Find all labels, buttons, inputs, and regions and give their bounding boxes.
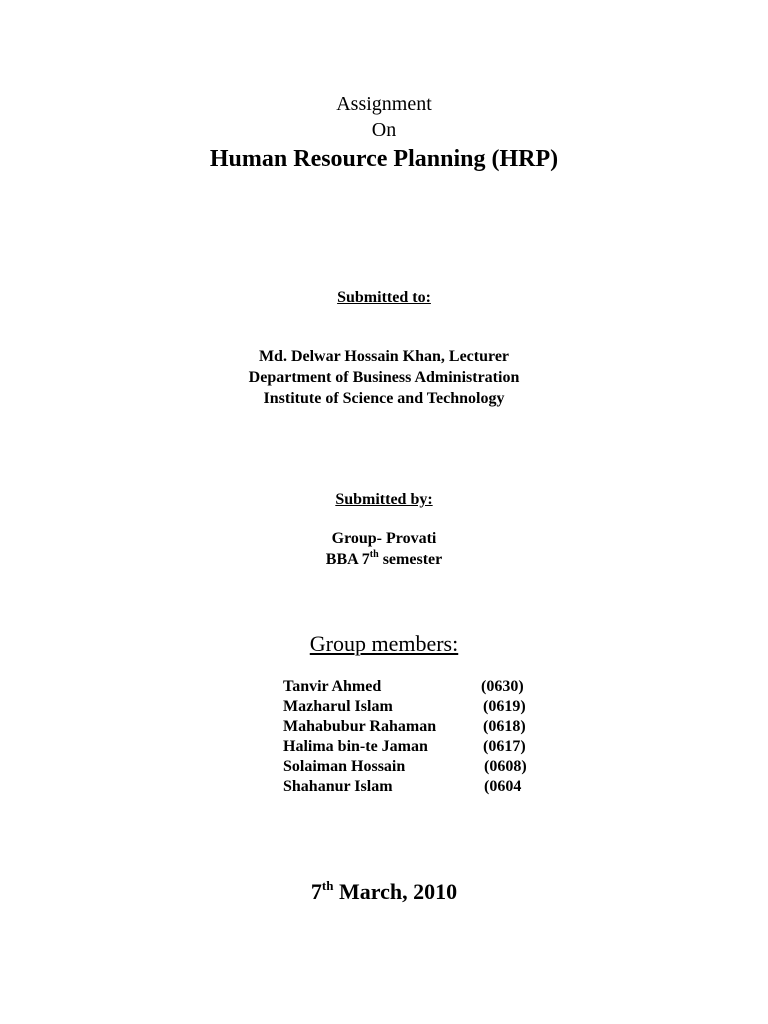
member-row [283,717,563,737]
semester-superscript: th [369,548,379,560]
member-id: (0630) [481,678,524,695]
submitted-to-name: Md. Delwar Hossain Khan, Lecturer [258,348,510,365]
member-name: Mahabubur Rahaman [283,718,437,735]
document-title: Human Resource Planning (HRP) [209,146,559,172]
submitted-to-department: Department of Business Administration [248,369,520,386]
member-id: (0608) [484,758,527,775]
member-row [283,697,563,717]
submission-date [0,878,768,906]
submitted-to-institute: Institute of Science and Technology [263,390,505,407]
member-row [283,677,563,697]
submitted-by-group: Group- Provati [331,530,437,547]
member-name: Mazharul Islam [283,698,393,715]
date-rest: March, 2010 [333,879,458,904]
member-name: Halima bin-te Jaman [283,738,428,755]
semester-prefix: BBA 7 [325,551,370,568]
member-row [283,777,563,797]
member-id: (0619) [483,698,526,715]
submitted-to-heading: Submitted to: [337,289,431,306]
member-id: (0618) [483,718,526,735]
submitted-by-heading: Submitted by: [335,491,433,508]
assignment-label: Assignment [336,93,432,115]
on-label: On [371,119,397,141]
member-id: (0604 [484,778,522,795]
member-name: Tanvir Ahmed [283,678,382,695]
member-name: Solaiman Hossain [283,758,406,775]
member-id: (0617) [483,738,526,755]
member-name: Shahanur Islam [283,778,393,795]
date-day-superscript: th [321,877,334,893]
member-row [283,757,563,777]
date-day: 7 [310,879,322,904]
submitted-by-semester [0,550,768,570]
member-row [283,737,563,757]
semester-suffix: semester [378,551,443,568]
group-members-heading: Group members: [309,631,459,656]
